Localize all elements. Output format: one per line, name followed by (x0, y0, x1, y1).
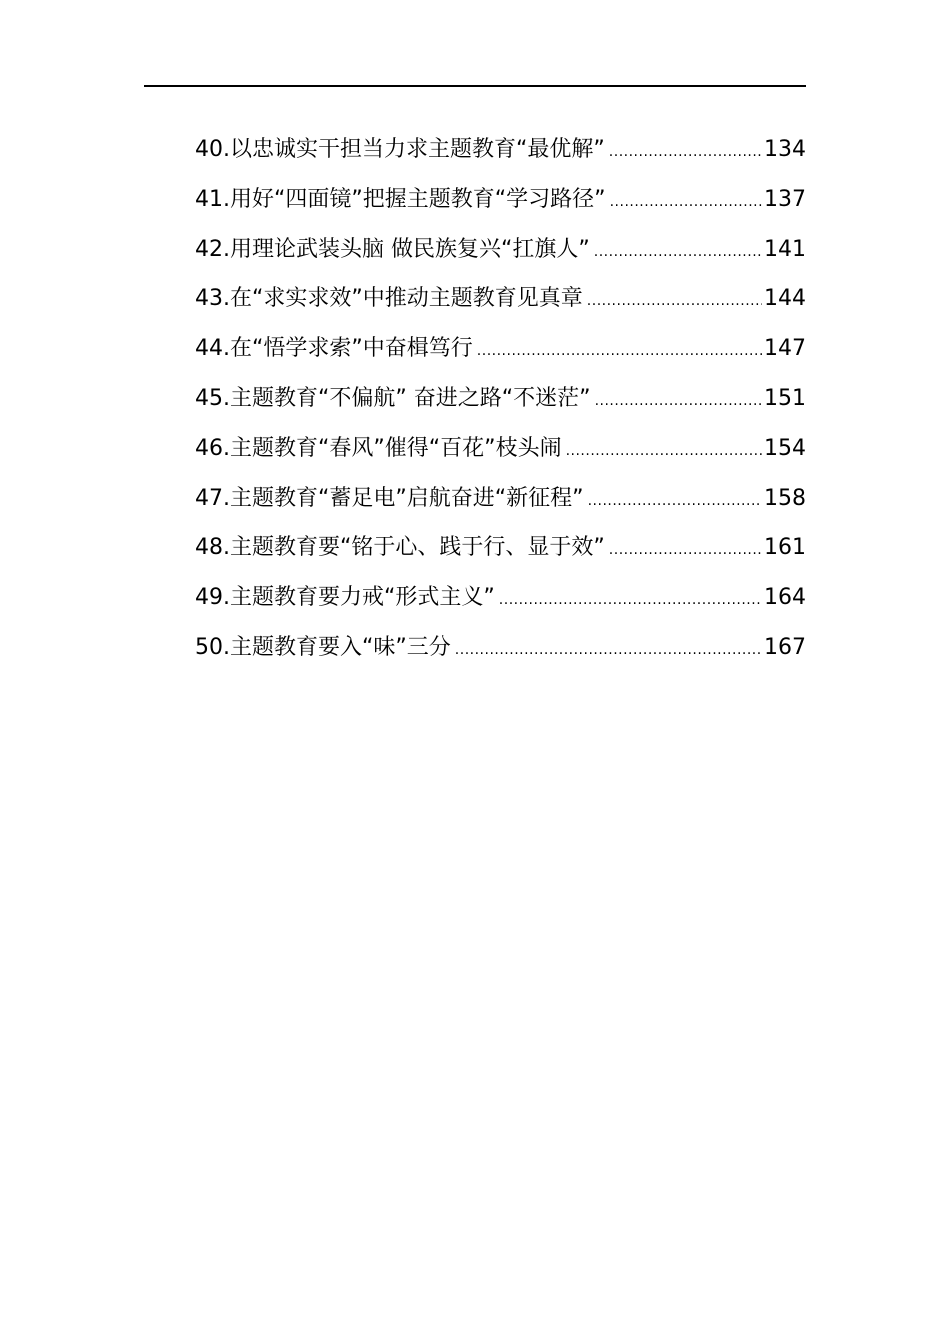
toc-entry-title: 40.以忠诚实干担当力求主题教育“最优解” (195, 137, 605, 162)
toc-entry-page: 144 (764, 286, 806, 312)
toc-dot-leader (609, 128, 762, 175)
toc-entry-49 (195, 573, 806, 623)
toc-entry-50 (195, 623, 806, 673)
toc-entry-44 (195, 324, 806, 374)
toc-dot-leader (455, 626, 762, 673)
toc-entry-page: 151 (764, 385, 806, 411)
table-of-contents (195, 125, 806, 673)
toc-entry-page: 161 (764, 535, 806, 561)
toc-dot-leader (610, 178, 762, 225)
toc-dot-leader (587, 277, 762, 324)
toc-entry-page: 164 (764, 585, 806, 611)
toc-dot-leader (499, 576, 762, 623)
toc-entry-title: 43.在“求实求效”中推动主题教育见真章 (195, 286, 583, 312)
toc-entry-page: 158 (764, 485, 806, 511)
toc-entry-40 (195, 125, 806, 175)
toc-entry-title: 42.用理论武装头脑 做民族复兴“扛旗人” (195, 236, 590, 262)
toc-entry-page: 147 (764, 336, 806, 362)
toc-dot-leader (588, 477, 762, 524)
toc-entry-41 (195, 175, 806, 225)
toc-entry-43 (195, 274, 806, 324)
toc-entry-title: 48.主题教育要“铭于心、践于行、显于效” (195, 535, 605, 561)
toc-dot-leader (477, 327, 762, 374)
toc-entry-page: 141 (764, 236, 806, 262)
toc-entry-title: 45.主题教育“不偏航” 奋进之路“不迷茫” (195, 385, 591, 411)
toc-entry-page: 154 (764, 435, 806, 461)
toc-entry-title: 50.主题教育要入“味”三分 (195, 634, 451, 660)
toc-dot-leader (595, 377, 762, 424)
toc-dot-leader (594, 228, 762, 275)
toc-entry-page: 134 (764, 137, 806, 162)
toc-entry-title: 49.主题教育要力戒“形式主义” (195, 585, 495, 611)
toc-entry-46 (195, 424, 806, 474)
toc-entry-42 (195, 225, 806, 275)
toc-entry-page: 167 (764, 634, 806, 660)
header-rule (144, 85, 806, 87)
toc-entry-title: 46.主题教育“春风”催得“百花”枝头闹 (195, 435, 562, 461)
toc-entry-title: 47.主题教育“蓄足电”启航奋进“新征程” (195, 485, 584, 511)
toc-entry-48 (195, 523, 806, 573)
toc-entry-45 (195, 374, 806, 424)
toc-entry-title: 44.在“悟学求索”中奋楫笃行 (195, 336, 473, 362)
toc-entry-page: 137 (764, 186, 806, 212)
toc-entry-title: 41.用好“四面镜”把握主题教育“学习路径” (195, 186, 606, 212)
toc-dot-leader (609, 526, 762, 573)
toc-dot-leader (566, 427, 762, 474)
toc-entry-47 (195, 474, 806, 524)
